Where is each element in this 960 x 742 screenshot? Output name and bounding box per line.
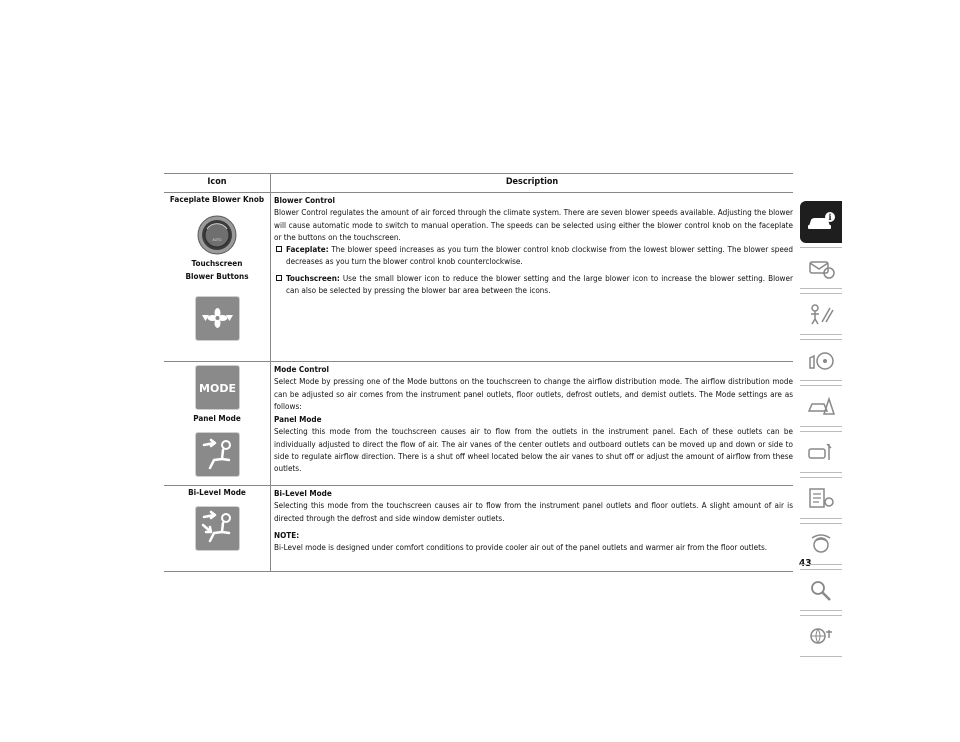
header-description: Description — [271, 174, 794, 193]
tab-emergency[interactable] — [800, 385, 842, 427]
note-body: Bi-Level mode is designed under comfort conditions to provide cooler air out of the panel outlets and warmer air from the floor outlets. — [274, 542, 768, 553]
table-row-panel-mode — [164, 412, 793, 486]
bullet-box-icon — [276, 275, 282, 281]
table-row-blower — [164, 193, 793, 362]
tab-safety[interactable] — [800, 247, 842, 289]
tab-starting[interactable] — [800, 293, 842, 335]
starting-tab-icon — [806, 302, 836, 326]
specs-tab-icon — [806, 486, 836, 510]
header-icon: Icon — [164, 174, 271, 193]
faceplate-bullet-text: The blower speed increases as you turn the blower control knob clockwise from the lowest blower setting. The blower speed decreases as you turn the blower control knob counterclockwise. — [286, 244, 793, 267]
mode-control-body: Select Mode by pressing one of the Mode buttons on the touchscreen to change the airflow distribution mode. The airflow distribution mode can be adjusted so air comes from the instrument panel outlets, floor outlets, defrost outlets, and demist outlets. The Mode settings are as follows: — [274, 376, 793, 411]
safety-tab-icon — [806, 256, 836, 280]
panel-mode-icon — [195, 432, 240, 477]
panel-mode-body: Selecting this mode from the touchscreen causes air to flow from the outlets in the instrument panel. Each of these outlets can be individually adjusted to direct the flow of air. The air vanes of the center outlets and outboard outlets can be moved up and down or side to side to regulate airflow direction. There is a shut off wheel located below the air vanes to shut off or adjust the amount of airflow from these outlets. — [274, 426, 793, 474]
climate-controls-table — [164, 173, 793, 572]
touchscreen-bullet — [274, 272, 793, 297]
faceplate-bullet — [274, 243, 793, 268]
bullet-box-icon — [276, 246, 282, 252]
bilevel-mode-label: Bi-Level Mode — [188, 487, 246, 498]
tab-index[interactable] — [800, 569, 842, 611]
faceplate-bullet-title: Faceplate: — [286, 244, 329, 255]
blower-buttons-icon — [195, 296, 240, 341]
blower-control-title: Blower Control — [274, 195, 335, 205]
tab-specs[interactable] — [800, 477, 842, 519]
table-row-bilevel-mode — [164, 486, 793, 572]
panel-mode-label: Panel Mode — [193, 413, 241, 424]
language-tab-icon — [806, 624, 836, 648]
bilevel-mode-title: Bi-Level Mode — [274, 488, 332, 499]
tab-driving[interactable] — [800, 339, 842, 381]
mode-button-icon — [195, 365, 240, 410]
tab-service[interactable] — [800, 431, 842, 473]
mode-control-title: Mode Control — [274, 364, 330, 374]
blower-knob-icon — [197, 215, 237, 255]
car-info-tab-icon — [806, 211, 836, 233]
index-tab-icon — [806, 578, 836, 602]
touchscreen-blower-buttons-label: Touchscreen Blower Buttons — [185, 258, 249, 281]
driving-tab-icon — [806, 348, 836, 372]
tab-language[interactable] — [800, 615, 842, 657]
touchscreen-bullet-title: Touchscreen: — [286, 272, 340, 283]
chapter-tab-bar — [800, 201, 842, 661]
svg-text:MODE: MODE — [198, 382, 236, 395]
service-tab-icon — [806, 440, 836, 464]
bilevel-mode-body: Selecting this mode from the touchscreen causes air to flow from the instrument panel outlets and floor outlets. A slight amount of air is directed through the defrost and side window demister outlets. — [274, 500, 793, 523]
table-row-mode — [164, 362, 793, 413]
page-number: 43 — [799, 558, 812, 569]
faceplate-blower-knob-label: Faceplate Blower Knob — [169, 194, 265, 204]
note-title: NOTE: — [274, 530, 300, 541]
blower-control-body: Blower Control regulates the amount of air forced through the climate system. There are seven blower speeds available. Adjusting the blower will cause automatic mode to switch to manual operation. The speeds can be selected using either the blower control knob on the faceplate or the buttons on the touchscreen. — [274, 207, 793, 242]
multimedia-tab-icon — [806, 532, 836, 556]
panel-mode-title: Panel Mode — [274, 414, 322, 425]
bilevel-mode-icon — [195, 506, 240, 551]
touchscreen-bullet-text: Use the small blower icon to reduce the blower setting and the large blower icon to increase the blower setting. Blower can also be selected by pressing the blower bar area between the icons. — [286, 272, 793, 296]
svg-text:i: i — [828, 212, 832, 222]
emergency-tab-icon — [806, 394, 836, 418]
tab-car-info[interactable] — [800, 201, 842, 243]
svg-text:AUTO: AUTO — [212, 238, 222, 243]
tab-multimedia[interactable] — [800, 523, 842, 565]
